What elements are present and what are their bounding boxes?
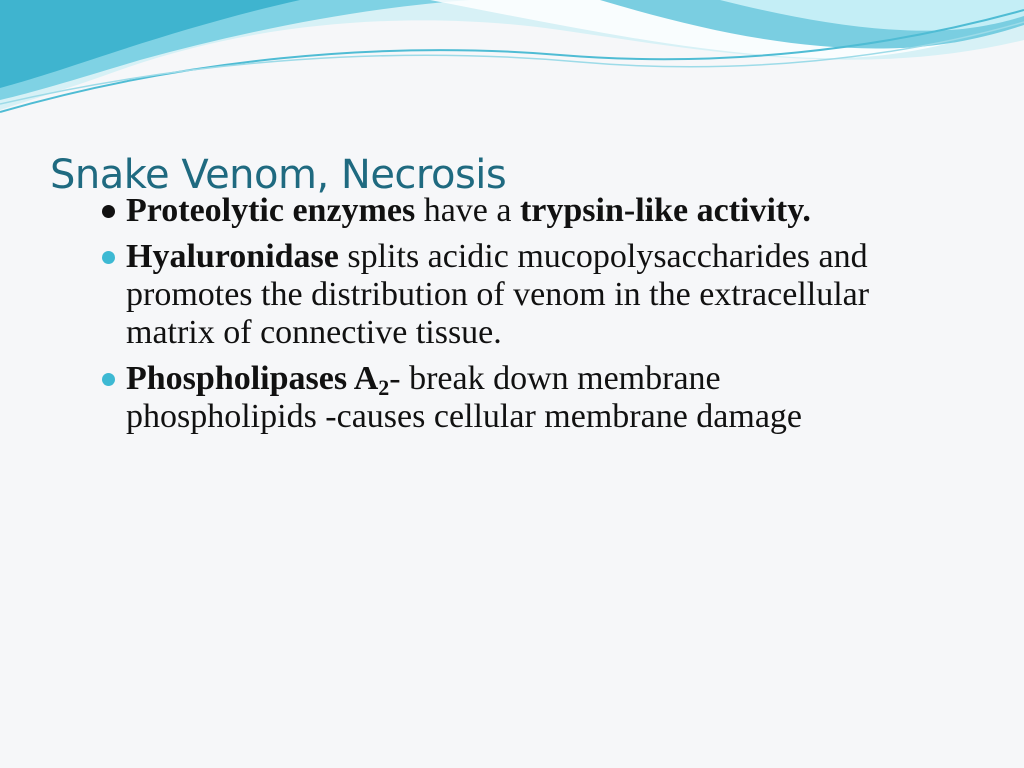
bullet-dot-icon bbox=[102, 373, 115, 386]
term-trypsin-like: trypsin-like activity. bbox=[519, 192, 811, 229]
term-phospholipases-text: Phospholipases A bbox=[126, 360, 379, 397]
bullet-hyaluronidase bbox=[98, 238, 898, 352]
term-phospholipases bbox=[126, 360, 390, 400]
slide-title: Snake Venom, Necrosis bbox=[50, 152, 507, 198]
bullet-list bbox=[98, 192, 898, 444]
bullet-text: - break down membrane phospholipids -causes cellular membrane damage bbox=[126, 360, 802, 435]
header-wave-decoration bbox=[0, 0, 1024, 130]
bullet-phospholipases bbox=[98, 360, 898, 436]
bullet-dot-icon bbox=[102, 251, 115, 264]
bullet-dot-icon bbox=[102, 205, 115, 218]
term-proteolytic-enzymes: Proteolytic enzymes bbox=[126, 192, 416, 229]
bullet-proteolytic-enzymes bbox=[98, 192, 898, 230]
bullet-text: splits acidic mucopolysaccharides and promotes the distribution of venom in the extracellular matrix of connective tissue. bbox=[126, 238, 870, 351]
term-hyaluronidase: Hyaluronidase bbox=[126, 238, 339, 275]
bullet-text: have a bbox=[415, 192, 520, 229]
subscript-2: 2 bbox=[378, 375, 390, 400]
